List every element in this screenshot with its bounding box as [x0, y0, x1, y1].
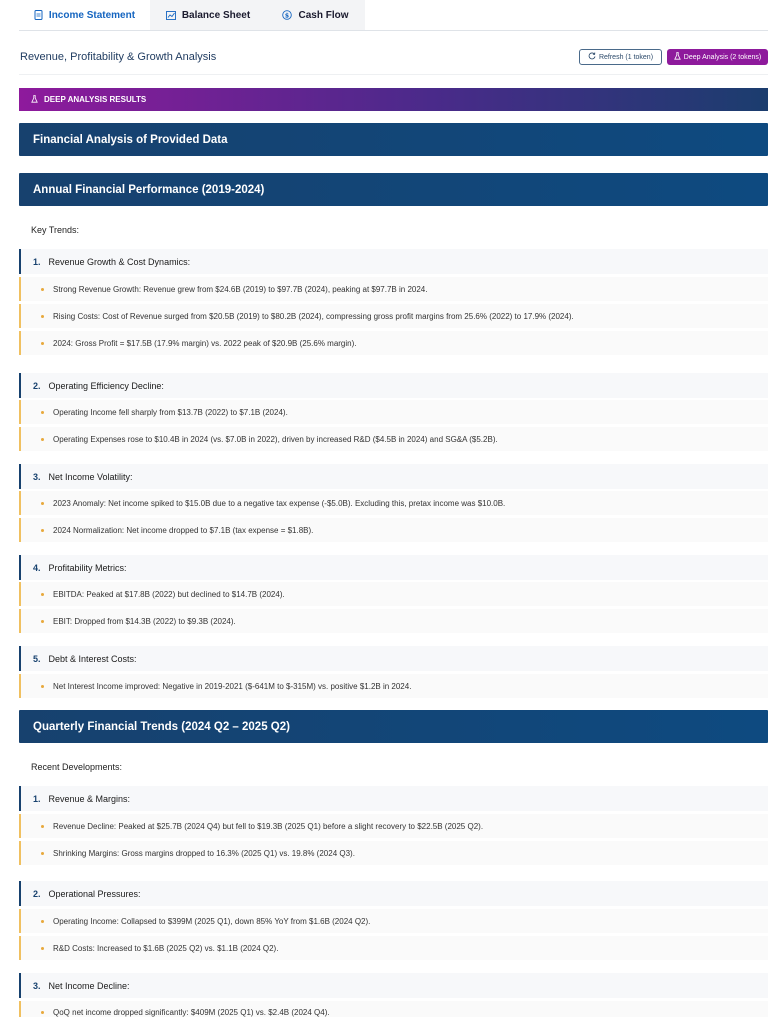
bullet-icon	[41, 620, 44, 623]
document-icon	[34, 10, 43, 20]
tab-label: Income Statement	[48, 9, 136, 21]
group-number: 1.	[33, 256, 41, 267]
tab-balance-sheet[interactable]	[150, 0, 266, 30]
group-number: 1.	[33, 793, 41, 804]
group-number: 3.	[33, 471, 41, 482]
bullet-text: EBITDA: Peaked at $17.8B (2022) but declined to $14.7B (2024).	[53, 589, 285, 599]
list-item	[19, 304, 768, 328]
quarterly-group-heading	[19, 973, 768, 998]
tab-cash-flow[interactable]	[266, 0, 365, 30]
quarterly-group-heading	[19, 881, 768, 906]
list-item	[19, 331, 768, 355]
group-number: 4.	[33, 562, 41, 573]
bullet-text: Revenue Decline: Peaked at $25.7B (2024 Q4) but fell to $19.3B (2025 Q1) before a slight recovery to $22.5B (2025 Q2).	[53, 821, 484, 831]
bullet-text: Operating Expenses rose to $10.4B in 2024 (vs. $7.0B in 2022), driven by increased R&D ($4.5B in 2024) and SG&A ($5.2B).	[53, 434, 498, 444]
bullet-text: Operating Income: Collapsed to $399M (2025 Q1), down 85% YoY from $1.6B (2024 Q2).	[53, 916, 371, 926]
group-title: Net Income Decline:	[48, 980, 130, 991]
bullet-icon	[41, 315, 44, 318]
list-item	[19, 277, 768, 301]
group-title: Profitability Metrics:	[48, 562, 127, 573]
list-item	[19, 909, 768, 933]
list-item	[19, 491, 768, 515]
bullet-icon	[41, 685, 44, 688]
tab-label: Balance Sheet	[181, 9, 251, 21]
list-item	[19, 609, 768, 633]
annual-group-heading	[19, 555, 768, 580]
annual-group-heading	[19, 249, 768, 274]
bullet-text: 2024 Normalization: Net income dropped to $7.1B (tax expense = $1.8B).	[53, 525, 314, 535]
annual-section-heading: Annual Financial Performance (2019-2024)	[19, 173, 768, 206]
bullet-text: 2023 Anomaly: Net income spiked to $15.0B due to a negative tax expense (-$5.0B). Excluding this, pretax income was $10.0B.	[53, 498, 506, 508]
group-title: Operational Pressures:	[48, 888, 141, 899]
tab-income-statement[interactable]	[19, 0, 150, 30]
bullet-text: EBIT: Dropped from $14.3B (2022) to $9.3B (2024).	[53, 616, 236, 626]
list-item	[19, 674, 768, 698]
bullet-icon	[41, 825, 44, 828]
bullet-text: R&D Costs: Increased to $1.6B (2025 Q2) vs. $1.1B (2024 Q2).	[53, 943, 279, 953]
deep-analysis-banner	[19, 88, 768, 111]
group-title: Net Income Volatility:	[48, 471, 133, 482]
refresh-icon	[588, 52, 596, 62]
bullet-text: Operating Income fell sharply from $13.7B (2022) to $7.1B (2024).	[53, 407, 288, 417]
bullet-icon	[41, 288, 44, 291]
list-item	[19, 518, 768, 542]
refresh-label: Refresh (1 token)	[598, 53, 654, 61]
list-item	[19, 814, 768, 838]
group-number: 5.	[33, 653, 41, 664]
deep-analysis-button[interactable]	[667, 49, 768, 65]
quarterly-section-heading: Quarterly Financial Trends (2024 Q2 – 2025 Q2)	[19, 710, 768, 743]
banner-label: DEEP ANALYSIS RESULTS	[44, 95, 147, 104]
bullet-text: 2024: Gross Profit = $17.5B (17.9% margin) vs. 2022 peak of $20.9B (25.6% margin).	[53, 338, 357, 348]
bullet-text: QoQ net income dropped significantly: $409M (2025 Q1) vs. $2.4B (2024 Q4).	[53, 1008, 330, 1017]
group-title: Revenue & Margins:	[48, 793, 131, 804]
flask-icon	[31, 95, 38, 105]
list-item	[19, 1001, 768, 1017]
list-item	[19, 936, 768, 960]
bullet-icon	[41, 1011, 44, 1014]
bullet-icon	[41, 342, 44, 345]
refresh-button[interactable]	[579, 49, 662, 65]
group-number: 2.	[33, 380, 41, 391]
bullet-text: Rising Costs: Cost of Revenue surged from $20.5B (2019) to $80.2B (2024), compressing gross profit margins from 25.6% (2022) to 17.9% (2024).	[53, 311, 574, 321]
list-item	[19, 582, 768, 606]
header-divider	[19, 74, 768, 75]
tab-label: Cash Flow	[298, 9, 349, 21]
group-number: 2.	[33, 888, 41, 899]
bullet-text: Strong Revenue Growth: Revenue grew from $24.6B (2019) to $97.7B (2024), peaking at $97.7B in 2024.	[53, 284, 428, 294]
bullet-text: Shrinking Margins: Gross margins dropped to 16.3% (2025 Q1) vs. 19.8% (2024 Q3).	[53, 848, 355, 858]
chart-icon	[166, 11, 176, 20]
quarterly-intro: Recent Developments:	[31, 762, 123, 772]
quarterly-group-heading	[19, 786, 768, 811]
annual-group-heading	[19, 646, 768, 671]
group-title: Revenue Growth & Cost Dynamics:	[48, 256, 191, 267]
page-title: Revenue, Profitability & Growth Analysis	[20, 51, 217, 63]
deep-analysis-label: Deep Analysis (2 tokens)	[683, 53, 762, 61]
annual-group-heading	[19, 373, 768, 398]
dollar-circle-icon	[282, 10, 292, 20]
bullet-icon	[41, 852, 44, 855]
annual-intro: Key Trends:	[31, 225, 80, 235]
svg-text:$: $	[285, 12, 290, 20]
annual-group-heading	[19, 464, 768, 489]
list-item	[19, 427, 768, 451]
bullet-icon	[41, 593, 44, 596]
bullet-text: Net Interest Income improved: Negative in 2019-2021 ($-641M to $-315M) vs. positive $1.2B in 2024.	[53, 681, 412, 691]
statement-tabs	[19, 0, 768, 31]
group-title: Debt & Interest Costs:	[48, 653, 137, 664]
report-heading: Financial Analysis of Provided Data	[19, 123, 768, 156]
bullet-icon	[41, 920, 44, 923]
bullet-icon	[41, 438, 44, 441]
flask-icon	[674, 52, 681, 62]
group-number: 3.	[33, 980, 41, 991]
bullet-icon	[41, 411, 44, 414]
bullet-icon	[41, 502, 44, 505]
bullet-icon	[41, 947, 44, 950]
bullet-icon	[41, 529, 44, 532]
group-title: Operating Efficiency Decline:	[48, 380, 164, 391]
list-item	[19, 400, 768, 424]
list-item	[19, 841, 768, 865]
